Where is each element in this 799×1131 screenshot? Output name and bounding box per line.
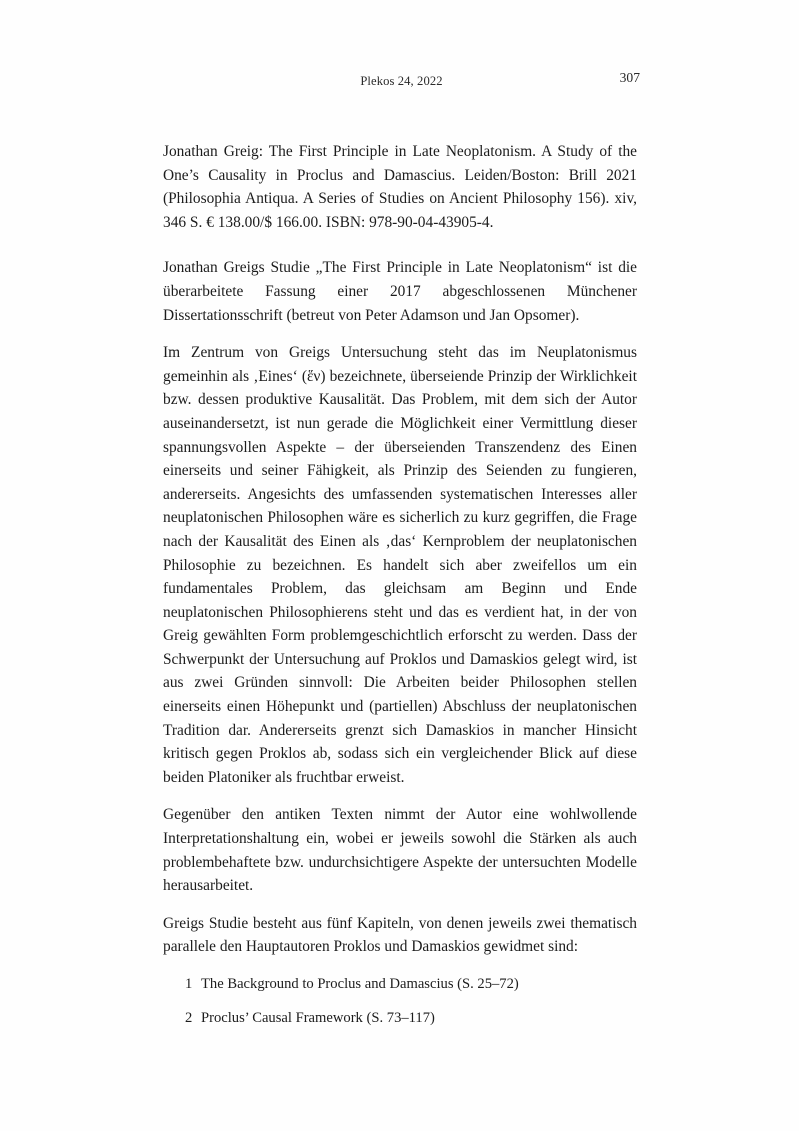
paragraph-structure: Greigs Studie besteht aus fünf Kapiteln, von denen jeweils zwei thematisch parallele den Hauptautoren Proklos und Damaskios gewidmet sind: <box>163 914 637 956</box>
paragraph-main: Im Zentrum von Greigs Untersuchung steht das im Neuplatonismus gemeinhin als ‚Eines‘ (ἕν) bezeichnete, überseiende Prinzip der Wirklichkeit bzw. dessen produktive Kausalität. Das Problem, mit dem sich der Autor auseinandersetzt, ist nun gerade die Möglichkeit einer Vermittlung dieser spannungsvollen Aspekte – der überseienden Transzendenz des Einen einerseits und seiner Fähigkeit, als Prinzip des Seienden zu fungieren, andererseits. Angesichts des umfassenden systematischen Interesses aller neuplatonischen Philosophen wäre es sicherlich zu kurz gegriffen, die Frage nach der Kausalität des Einen als ‚das‘ Kernproblem der neuplatonischen Philosophie zu bezeichnen. Es handelt sich aber zweifellos um ein fundamentales Problem, das gleichsam am Beginn und Ende neuplatonischen Philosophierens steht und das es verdient hat, in der von Greig gewählten Form problemgeschichtlich erforscht zu werden. Dass der Schwerpunkt der Untersuchung auf Proklos und Damaskios gelegt wird, ist aus zwei Gründen sinnvoll: Die Arbeiten beider Philosophen stellen einerseits einen Höhepunkt und (partiellen) Abschluss der neuplatonischen Tradition dar. Andererseits grenzt sich Damaskios in mancher Hinsicht kritisch gegen Proklos ab, sodass sich ein vergleichender Blick auf diese beiden Platoniker als fruchtbar erweist. <box>163 344 637 786</box>
running-head <box>163 70 640 92</box>
chapter-list-item <box>163 1007 637 1029</box>
bibliographic-entry: Jonathan Greig: The First Principle in Late Neoplatonism. A Study of the One’s Causality in Proclus and Damascius. Leiden/Boston: Brill 2021 (Philosophia Antiqua. A Series of Studies on Ancient Philosophy 156). xiv, 346 S. € 138.00/$ 166.00. ISBN: 978-90-04-43905-4. <box>163 143 637 231</box>
chapter-number: 2 <box>185 1010 193 1026</box>
text-block <box>163 140 637 1041</box>
chapter-title: Proclus’ Causal Framework (S. 73–117) <box>201 1010 435 1026</box>
paragraph-intro: Jonathan Greigs Studie „The First Principle in Late Neoplatonism“ ist die überarbeitete Fassung einer 2017 abgeschlossenen Münchener Dissertationsschrift (betreut von Peter Adamson und Jan Opsomer). <box>163 259 637 324</box>
chapter-list-item <box>163 973 637 995</box>
page-number: 307 <box>619 70 640 85</box>
paragraph-interpretation: Gegenüber den antiken Texten nimmt der Autor eine wohlwollende Interpretationshaltung ein, wobei er jeweils sowohl die Stärken als auch problembehaftete bzw. undurchsichtigere Aspekte der untersuchten Modelle herausarbeitet. <box>163 806 637 895</box>
chapter-list <box>163 973 637 1029</box>
running-head-title: Plekos 24, 2022 <box>360 74 443 88</box>
chapter-title: The Background to Proclus and Damascius (S. 25–72) <box>201 976 519 992</box>
chapter-number: 1 <box>185 976 193 992</box>
